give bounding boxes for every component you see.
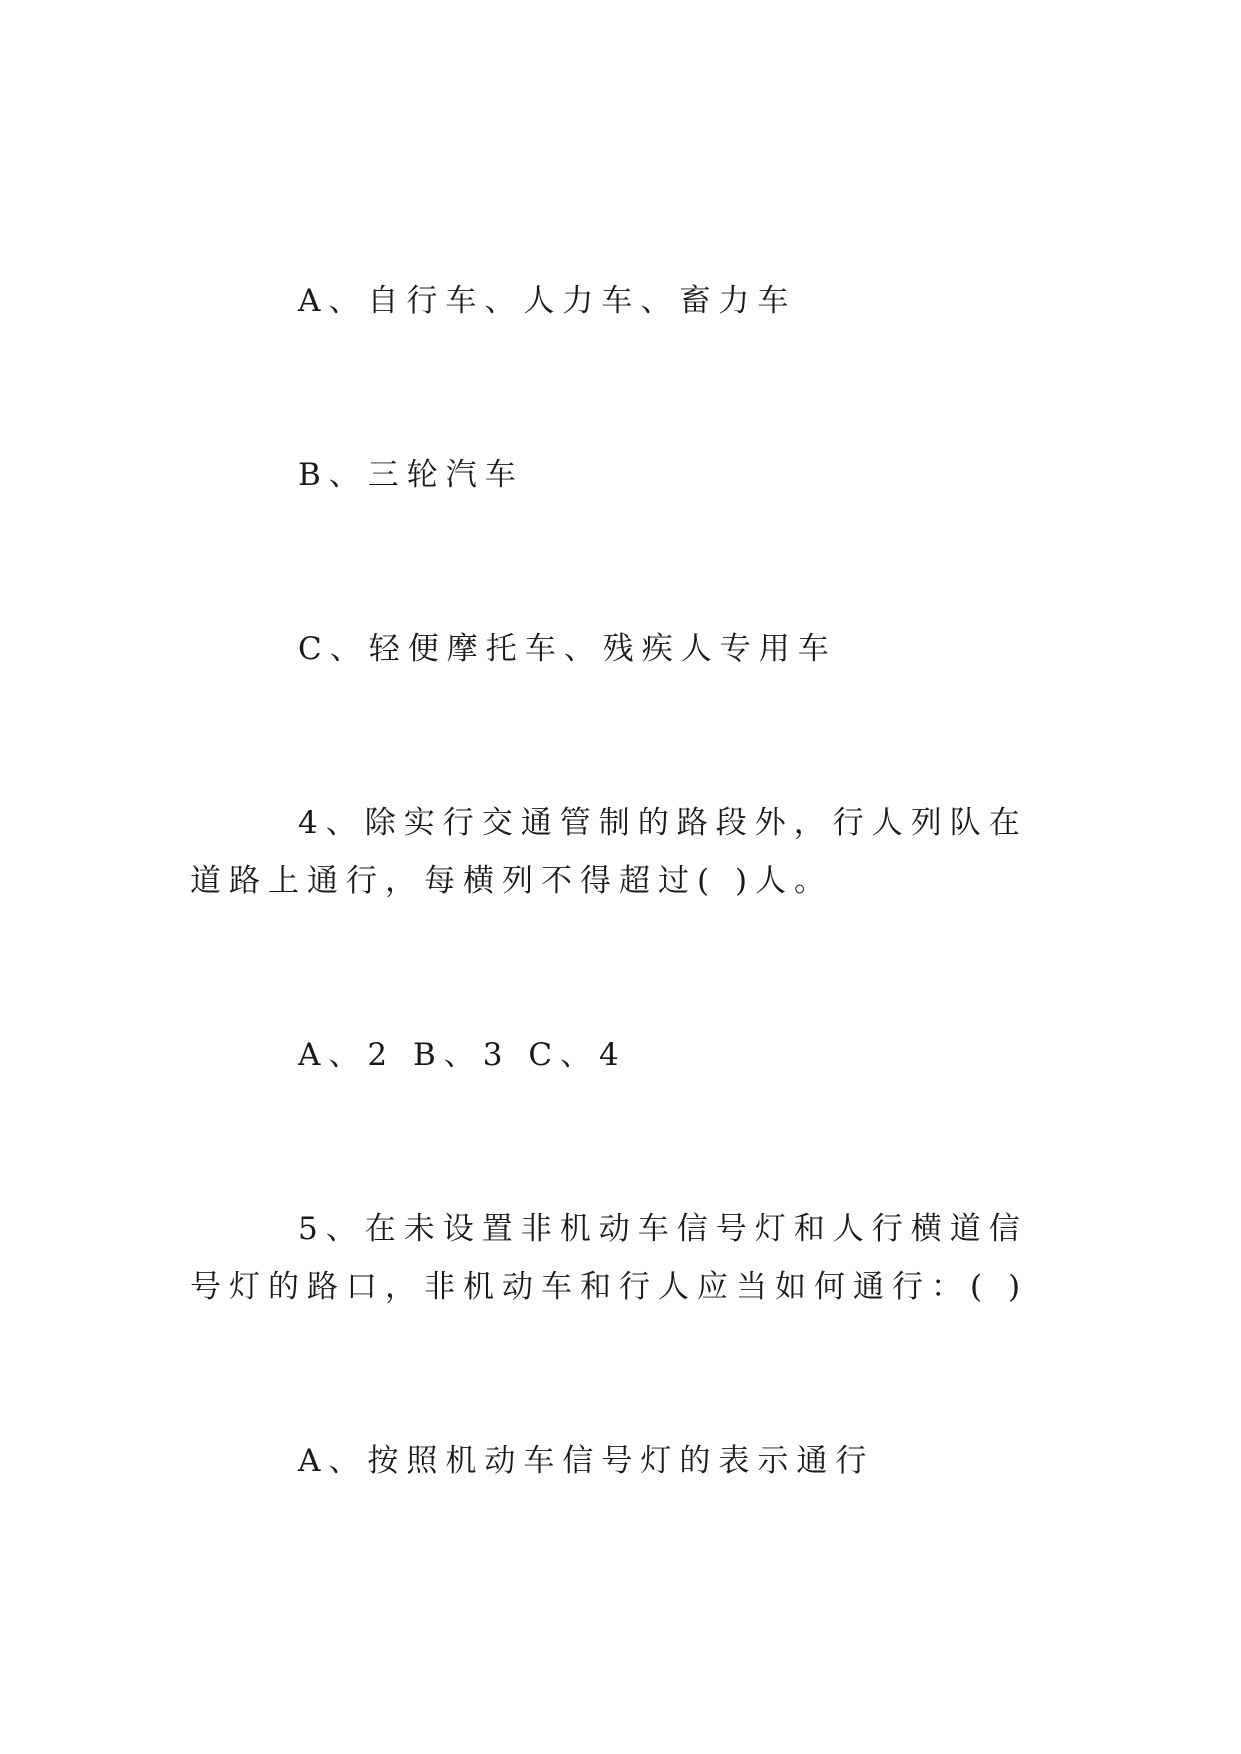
question-5-option-a: A、按照机动车信号灯的表示通行 — [298, 1443, 875, 1479]
option-b-tricycle: B、三轮汽车 — [298, 457, 524, 493]
option-a-bicycles: A、自行车、人力车、畜力车 — [298, 283, 797, 319]
question-4-options: A、2 B、3 C、4 — [298, 1037, 627, 1073]
question-4: 4、除实行交通管制的路段外，行人列队在道路上通行，每横列不得超过( )人。 — [190, 805, 1028, 899]
option-c-motorcycle: C、轻便摩托车、残疾人专用车 — [298, 631, 837, 667]
question-5: 5、在未设置非机动车信号灯和人行横道信号灯的路口，非机动车和行人应当如何通行：( ) — [190, 1211, 1029, 1305]
